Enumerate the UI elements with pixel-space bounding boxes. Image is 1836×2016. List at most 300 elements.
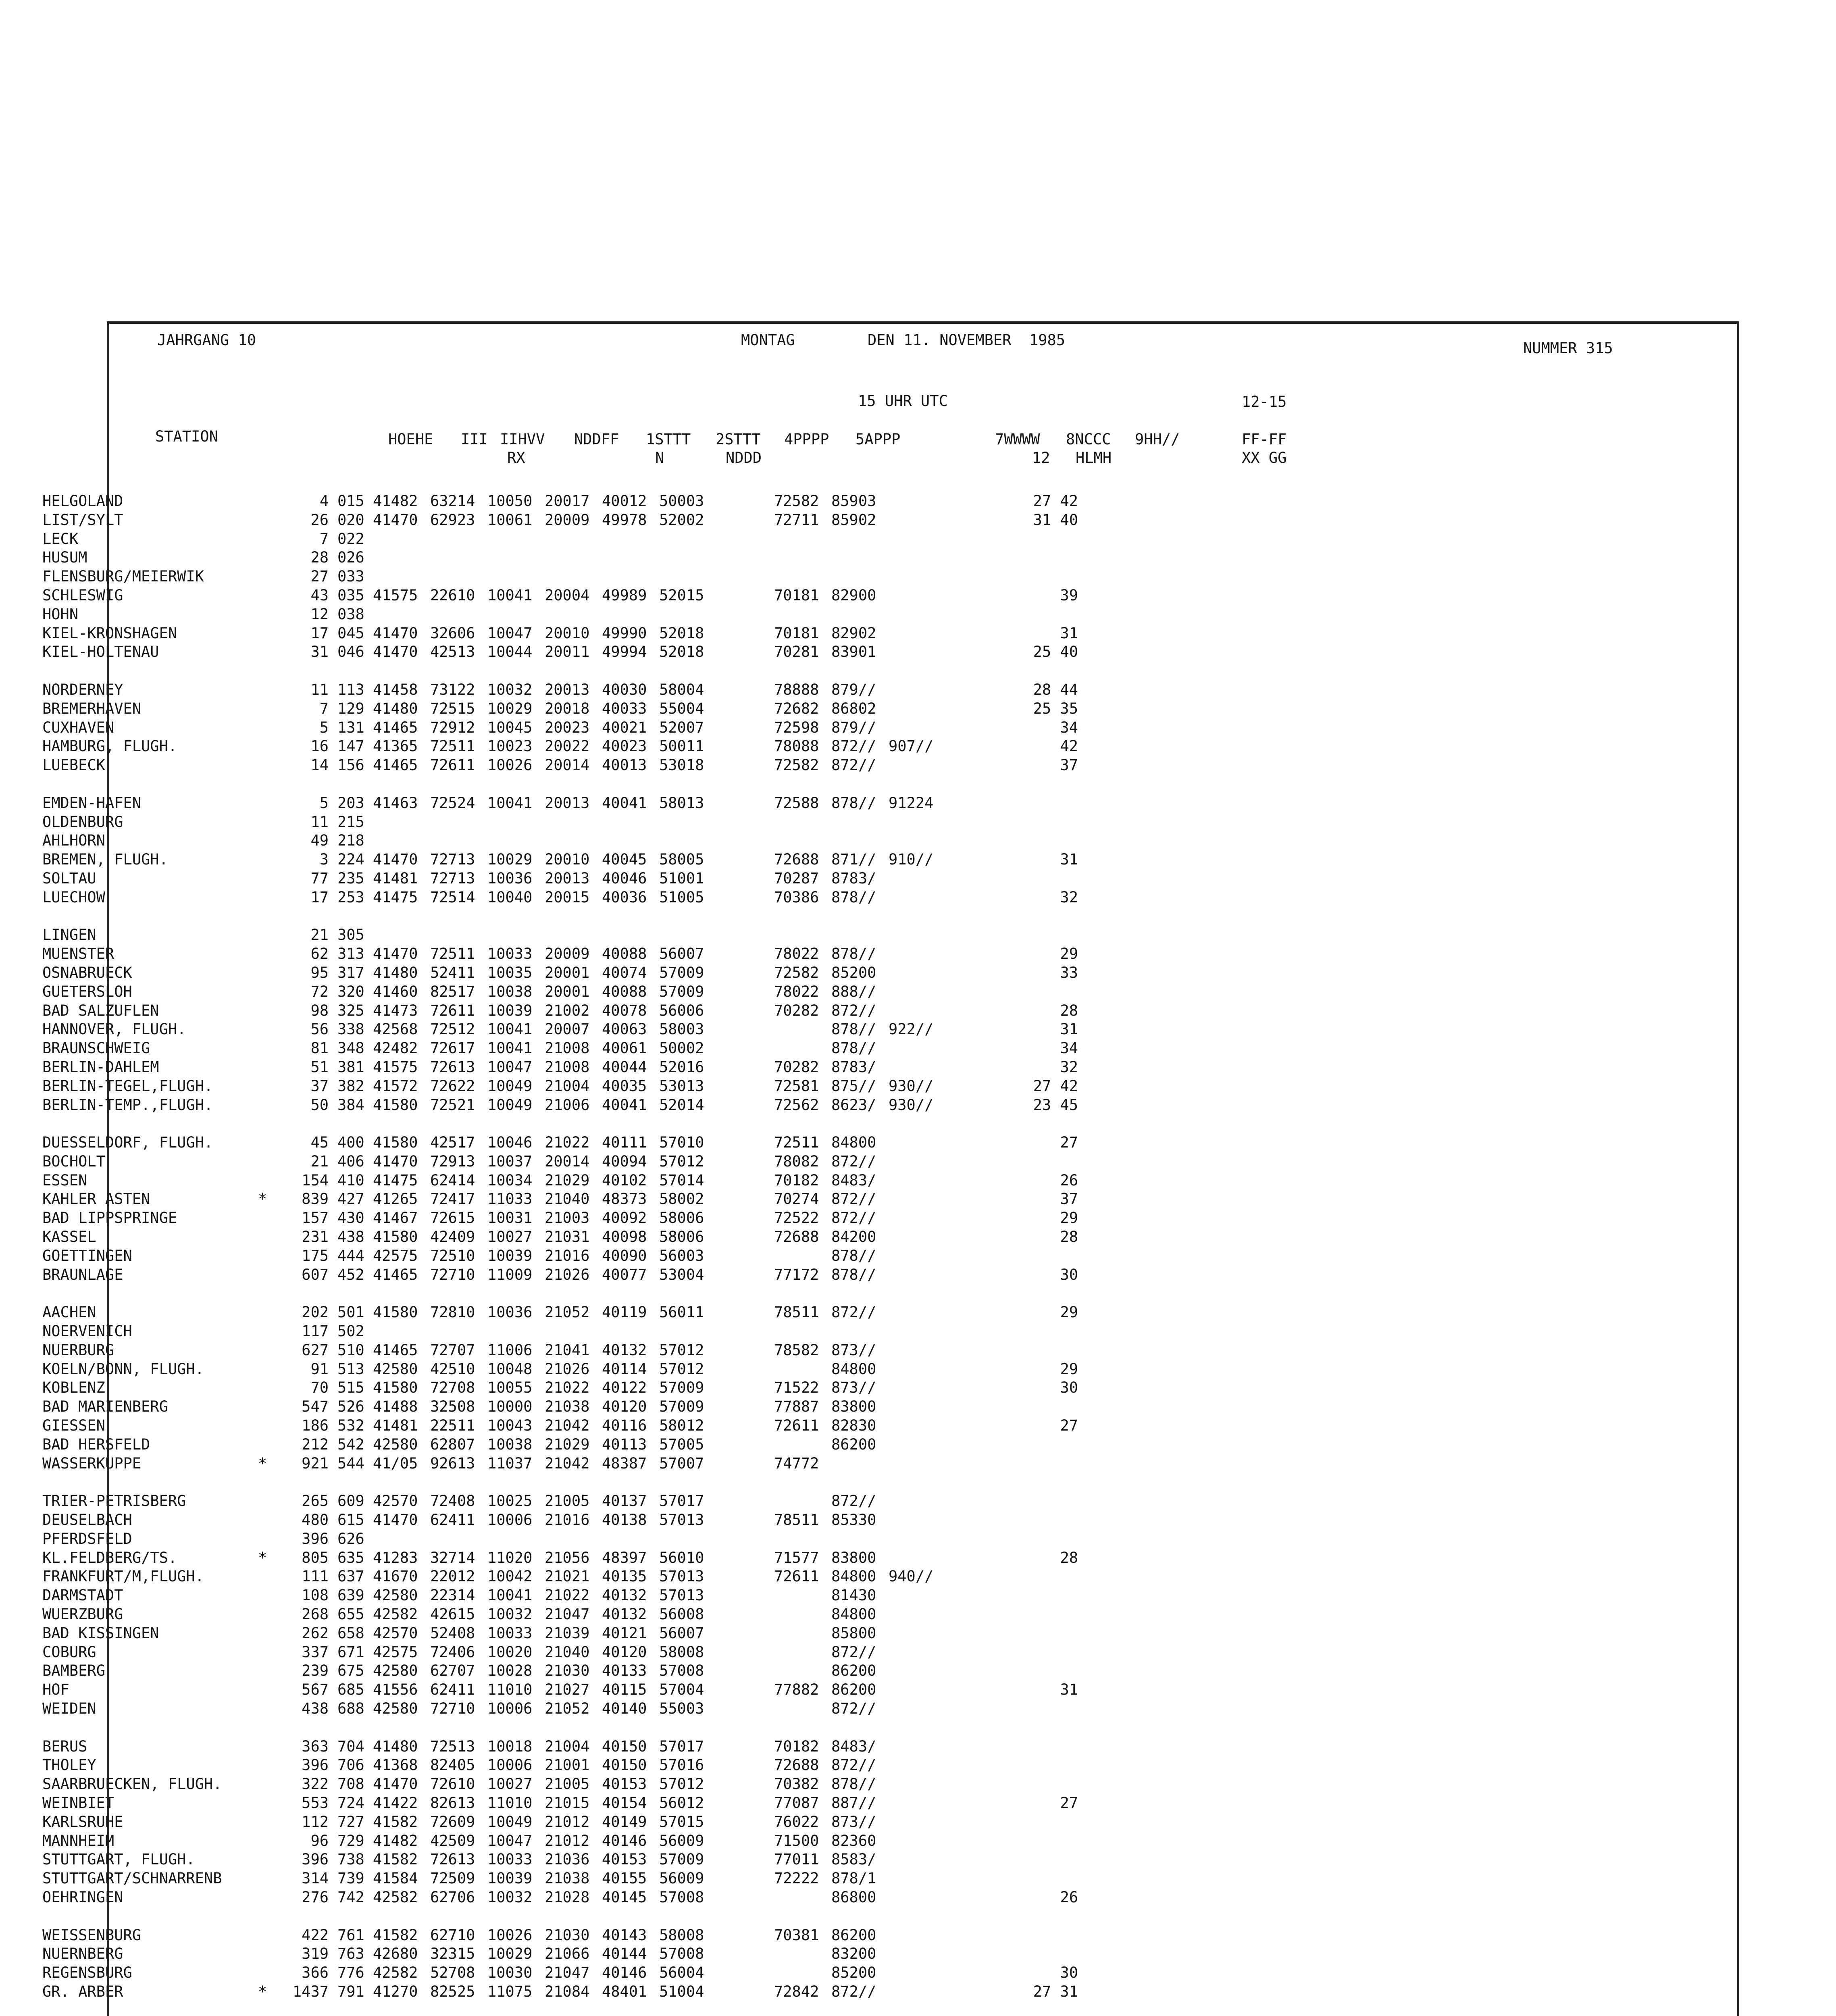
4pppp: 40088 (602, 945, 647, 963)
nddff: 32606 (430, 624, 475, 642)
station-name: KIEL-KRONSHAGEN (42, 624, 177, 642)
iii: 224 (337, 851, 364, 868)
2sttt: 21029 (545, 1435, 590, 1453)
1sttt: 11010 (487, 1794, 533, 1812)
4pppp: 40030 (602, 681, 647, 698)
8nccc: 86200 (831, 1435, 876, 1453)
iihvv: 41580 (373, 1134, 418, 1152)
2sttt (545, 605, 593, 624)
8nccc: 83200 (831, 1945, 876, 1963)
1sttt: 10041 (487, 1587, 533, 1604)
nddff: 62923 (430, 511, 475, 529)
mountain-mark (258, 1794, 266, 1813)
nddff: 72615 (430, 1209, 475, 1227)
mountain-mark (258, 1096, 266, 1115)
8nccc: 872// (831, 1643, 876, 1661)
station-name: HOHN (42, 605, 79, 623)
7wwww: 70282 (774, 1002, 819, 1019)
2sttt: 21016 (545, 1247, 590, 1264)
7wwww (774, 1964, 822, 1983)
table-row (42, 605, 1078, 624)
7wwww: 70381 (774, 1926, 819, 1944)
ff-ff: 37 (1060, 756, 1078, 774)
5appp: 58002 (659, 1190, 704, 1208)
station-name: BAD KISSINGEN (42, 1624, 159, 1642)
4pppp: 40115 (602, 1681, 647, 1699)
7wwww: 77887 (774, 1398, 819, 1416)
table-row (42, 1926, 1078, 1945)
iihvv: 41265 (373, 1190, 418, 1208)
1sttt: 10032 (487, 681, 533, 698)
mountain-mark (258, 1020, 266, 1039)
1sttt: 10049 (487, 1096, 533, 1114)
col-station: STATION (155, 428, 218, 445)
1sttt: 10040 (487, 888, 533, 906)
4pppp (602, 605, 650, 624)
mountain-mark (258, 1681, 266, 1699)
2sttt: 20009 (545, 945, 590, 963)
9hh (889, 1002, 937, 1020)
station-name: BERLIN-TEGEL,FLUGH. (42, 1077, 213, 1095)
report-date: DEN 11. NOVEMBER 1985 (868, 331, 1066, 349)
9hh (889, 681, 937, 700)
table-row (42, 813, 1078, 832)
ff-ff: 30 (1060, 1964, 1078, 1982)
hoehe: 117 (302, 1322, 329, 1340)
4pppp: 49990 (602, 624, 647, 642)
mountain-mark (258, 643, 266, 662)
5appp: 57008 (659, 1662, 704, 1680)
iii: 706 (337, 1756, 364, 1774)
8nccc: 86802 (831, 700, 876, 717)
iii: 791 (337, 1983, 364, 2000)
mountain-mark (258, 511, 266, 530)
4pppp: 40063 (602, 1020, 647, 1038)
4pppp (602, 567, 650, 586)
iihvv: 41556 (373, 1681, 418, 1699)
9hh (889, 1416, 937, 1435)
2sttt: 21036 (545, 1851, 590, 1868)
station-name: WUERZBURG (42, 1606, 123, 1623)
nddff: 42517 (430, 1134, 475, 1152)
nddff: 42409 (430, 1228, 475, 1246)
nddff: 72713 (430, 851, 475, 868)
ff-ff (1014, 1699, 1078, 1718)
hoehe: 7 (319, 530, 329, 548)
7wwww: 71577 (774, 1549, 819, 1566)
station-name: EMDEN-HAFEN (42, 794, 142, 812)
7wwww: 78582 (774, 1341, 819, 1359)
table-row (42, 511, 1078, 530)
station-name: KL.FELDBERG/TS. (42, 1549, 177, 1566)
weekday: MONTAG (741, 331, 795, 349)
8nccc: 879// (831, 681, 876, 698)
5appp: 58005 (659, 851, 704, 868)
4pppp (602, 530, 650, 549)
nddff: 72509 (430, 1870, 475, 1887)
2sttt: 21022 (545, 1587, 590, 1604)
col-8nccc-sub: HLMH (1076, 449, 1112, 467)
ff-ff (1014, 1662, 1078, 1681)
group-spacer (42, 1907, 1078, 1926)
8nccc: 871// (831, 851, 876, 868)
2sttt: 21047 (545, 1964, 590, 1982)
ff-ff (1014, 1945, 1078, 1964)
4pppp: 40138 (602, 1511, 647, 1529)
2sttt: 21027 (545, 1681, 590, 1699)
2sttt: 21003 (545, 1209, 590, 1227)
2sttt: 21030 (545, 1662, 590, 1680)
mountain-mark (258, 1077, 266, 1096)
1sttt: 10034 (487, 1171, 533, 1189)
9hh (889, 1775, 937, 1794)
table-row (42, 1341, 1078, 1360)
5appp: 52014 (659, 1096, 704, 1114)
8nccc: 86200 (831, 1926, 876, 1944)
7wwww: 72688 (774, 1756, 819, 1774)
ff-ff (1014, 1530, 1078, 1549)
table-row (42, 700, 1078, 719)
9hh: 910// (889, 851, 934, 868)
1sttt: 10006 (487, 1700, 533, 1717)
1sttt: 10055 (487, 1379, 533, 1397)
mountain-mark (258, 1397, 266, 1416)
hoehe: 186 (302, 1417, 329, 1435)
iihvv: 41465 (373, 1341, 418, 1359)
7wwww: 77087 (774, 1794, 819, 1812)
mountain-mark (258, 719, 266, 737)
iihvv: 41470 (373, 1152, 418, 1170)
table-row (42, 1133, 1078, 1152)
nddff: 62414 (430, 1171, 475, 1189)
nddff: 22610 (430, 586, 475, 604)
9hh (889, 1266, 937, 1285)
5appp: 58008 (659, 1643, 704, 1661)
ff-ff: 28 44 (1033, 681, 1078, 698)
hoehe: 17 (310, 624, 329, 642)
2sttt: 21052 (545, 1700, 590, 1717)
station-name: NUERNBERG (42, 1945, 123, 1963)
7wwww (774, 1624, 822, 1643)
station-name: MUENSTER (42, 945, 114, 963)
7wwww: 70274 (774, 1190, 819, 1208)
9hh (889, 548, 937, 567)
ff-ff: 29 (1060, 945, 1078, 963)
8nccc: 82900 (831, 586, 876, 604)
ff-ff (1014, 869, 1078, 888)
station-name: MANNHEIM (42, 1832, 114, 1849)
4pppp: 40120 (602, 1643, 647, 1661)
5appp: 58004 (659, 681, 704, 698)
1sttt: 10045 (487, 719, 533, 736)
iihvv: 42582 (373, 1964, 418, 1982)
8nccc: 878// (831, 1775, 876, 1793)
hoehe: 480 (302, 1511, 329, 1529)
mountain-mark (258, 756, 266, 775)
nddff: 62706 (430, 1888, 475, 1906)
2sttt: 21052 (545, 1304, 590, 1321)
8nccc: 8583/ (831, 1851, 876, 1868)
iii: 113 (337, 681, 364, 698)
hoehe: 49 (310, 832, 329, 850)
8nccc: 85200 (831, 964, 876, 981)
7wwww: 72581 (774, 1077, 819, 1095)
hoehe: 62 (310, 945, 329, 963)
iii: 729 (337, 1832, 364, 1849)
nddff: 72513 (430, 1737, 475, 1755)
iihvv: 41458 (373, 681, 418, 698)
station-name: DEUSELBACH (42, 1511, 132, 1529)
mountain-mark (258, 831, 266, 850)
station-name: BREMEN, FLUGH. (42, 851, 168, 868)
7wwww: 72588 (774, 794, 819, 812)
jahrgang: JAHRGANG 10 (157, 331, 256, 349)
7wwww: 71500 (774, 1832, 819, 1849)
1sttt (487, 926, 536, 945)
iii: 045 (337, 624, 364, 642)
4pppp: 40077 (602, 1266, 647, 1283)
8nccc: 873// (831, 1379, 876, 1397)
4pppp: 40116 (602, 1417, 647, 1435)
2sttt: 20017 (545, 492, 590, 510)
1sttt: 10039 (487, 1247, 533, 1264)
5appp: 58006 (659, 1228, 704, 1246)
ff-ff (1014, 1586, 1078, 1605)
1sttt: 10033 (487, 1624, 533, 1642)
iii: 658 (337, 1624, 364, 1642)
mountain-mark (258, 1039, 266, 1058)
table-row (42, 869, 1078, 888)
col-iihvv: IIHVV (500, 431, 545, 448)
hoehe: 839 (302, 1190, 329, 1208)
iihvv: 41480 (373, 964, 418, 981)
1sttt: 10029 (487, 700, 533, 717)
8nccc: 83800 (831, 1549, 876, 1566)
1sttt: 10049 (487, 1813, 533, 1831)
9hh (889, 1303, 937, 1322)
group-spacer (42, 1114, 1078, 1133)
table-row (42, 1077, 1078, 1096)
mountain-mark (258, 1435, 266, 1454)
hoehe: 17 (310, 888, 329, 906)
iihvv: 41422 (373, 1794, 418, 1812)
iihvv: 42580 (373, 1360, 418, 1378)
mountain-mark (258, 1228, 266, 1247)
ff-ff (1014, 1511, 1078, 1530)
table-row (42, 1983, 1078, 2001)
col-7wwww: 7WWWW (995, 431, 1040, 448)
2sttt: 21008 (545, 1058, 590, 1076)
9hh (889, 1662, 937, 1681)
8nccc: 85902 (831, 511, 876, 529)
hoehe: 5 (319, 794, 329, 812)
5appp (659, 813, 708, 832)
5appp: 52007 (659, 719, 704, 736)
8nccc (831, 1530, 880, 1549)
table-row (42, 1002, 1078, 1020)
hoehe: 12 (310, 605, 329, 623)
7wwww (774, 1586, 822, 1605)
1sttt (487, 831, 536, 850)
4pppp (602, 1530, 650, 1549)
mountain-mark (258, 1247, 266, 1266)
ff-ff (1014, 1737, 1078, 1756)
5appp: 51004 (659, 1983, 704, 2000)
2sttt: 20013 (545, 681, 590, 698)
iii: 317 (337, 964, 364, 981)
5appp: 56007 (659, 945, 704, 963)
nddff: 72707 (430, 1341, 475, 1359)
4pppp (602, 548, 650, 567)
8nccc: 878// (831, 1247, 876, 1264)
9hh: 907// (889, 737, 934, 755)
hoehe: 805 (302, 1549, 329, 1566)
station-name: AACHEN (42, 1304, 96, 1321)
iii: 532 (337, 1417, 364, 1435)
8nccc: 878/1 (831, 1870, 876, 1887)
iii: 046 (337, 643, 364, 661)
nddff (430, 1530, 479, 1549)
iihvv: 41488 (373, 1398, 418, 1416)
4pppp: 40098 (602, 1228, 647, 1246)
2sttt: 20013 (545, 869, 590, 887)
hoehe: 45 (310, 1134, 329, 1152)
table-row (42, 1058, 1078, 1077)
iihvv: 41465 (373, 756, 418, 774)
ff-ff: 27 (1060, 1794, 1078, 1812)
nddff: 72609 (430, 1813, 475, 1831)
7wwww: 77172 (774, 1266, 819, 1283)
2sttt: 21041 (545, 1341, 590, 1359)
nddff: 42510 (430, 1360, 475, 1378)
ff-ff (1014, 1567, 1078, 1586)
1sttt: 10050 (487, 492, 533, 510)
table-row (42, 1360, 1078, 1379)
5appp: 53004 (659, 1266, 704, 1283)
iii: 685 (337, 1681, 364, 1699)
4pppp: 48397 (602, 1549, 647, 1566)
hoehe: 14 (310, 756, 329, 774)
2sttt: 20014 (545, 1152, 590, 1170)
8nccc: 872// (831, 1700, 876, 1717)
nddff: 72708 (430, 1379, 475, 1397)
mountain-mark (258, 813, 266, 832)
station-name: BERUS (42, 1737, 87, 1755)
8nccc: 872// (831, 1002, 876, 1019)
2sttt: 21038 (545, 1398, 590, 1416)
mountain-mark (258, 700, 266, 719)
station-name: OEHRINGEN (42, 1888, 123, 1906)
ff-ff: 31 (1060, 1020, 1078, 1038)
8nccc (831, 567, 880, 586)
8nccc: 872// (831, 1492, 876, 1510)
4pppp: 40145 (602, 1888, 647, 1906)
4pppp: 40154 (602, 1794, 647, 1812)
8nccc: 872// (831, 756, 876, 774)
2sttt: 20001 (545, 964, 590, 981)
4pppp: 40150 (602, 1756, 647, 1774)
1sttt: 10047 (487, 1832, 533, 1849)
4pppp: 40102 (602, 1171, 647, 1189)
hoehe: 3 (319, 851, 329, 868)
1sttt: 10041 (487, 586, 533, 604)
1sttt: 10047 (487, 624, 533, 642)
mountain-mark (258, 586, 266, 605)
ff-ff: 26 (1060, 1888, 1078, 1906)
hoehe: 77 (310, 869, 329, 887)
1sttt: 10029 (487, 1945, 533, 1963)
table-row (42, 1435, 1078, 1454)
9hh (889, 1341, 937, 1360)
7wwww (774, 1888, 822, 1907)
5appp: 57009 (659, 964, 704, 981)
group-spacer (42, 775, 1078, 794)
5appp: 52016 (659, 1058, 704, 1076)
9hh (889, 1322, 937, 1341)
group-spacer (42, 2001, 1078, 2016)
ff-ff: 30 (1060, 1379, 1078, 1397)
1sttt: 10037 (487, 1152, 533, 1170)
iihvv: 41575 (373, 1058, 418, 1076)
1sttt: 10048 (487, 1360, 533, 1378)
ff-ff: 27 42 (1033, 1077, 1078, 1095)
2sttt: 21005 (545, 1775, 590, 1793)
hoehe: 21 (310, 926, 329, 944)
hoehe: 81 (310, 1039, 329, 1057)
station-name: BERLIN-DAHLEM (42, 1058, 159, 1076)
iihvv: 41475 (373, 1171, 418, 1189)
ff-ff: 34 (1060, 719, 1078, 736)
group-spacer (42, 907, 1078, 926)
hoehe: 567 (302, 1681, 329, 1699)
iii: 320 (337, 983, 364, 1000)
ff-ff: 31 (1060, 624, 1078, 642)
ff-ff: 31 (1060, 1681, 1078, 1699)
2sttt: 21006 (545, 1096, 590, 1114)
5appp: 52015 (659, 586, 704, 604)
4pppp: 40111 (602, 1134, 647, 1152)
7wwww (774, 530, 822, 549)
7wwww: 78022 (774, 945, 819, 963)
9hh (889, 586, 937, 605)
station-name: TRIER-PETRISBERG (42, 1492, 186, 1510)
7wwww: 74772 (774, 1454, 819, 1472)
table-row (42, 567, 1078, 586)
iii: 218 (337, 832, 364, 850)
iihvv: 41470 (373, 1511, 418, 1529)
5appp: 56006 (659, 1002, 704, 1019)
table-row (42, 643, 1078, 662)
iii: 637 (337, 1568, 364, 1585)
ff-ff: 27 (1060, 1134, 1078, 1152)
station-name: WEISSENBURG (42, 1926, 142, 1944)
hoehe: 27 (310, 568, 329, 585)
4pppp: 40113 (602, 1435, 647, 1453)
hoehe: 438 (302, 1700, 329, 1717)
mountain-mark (258, 1379, 266, 1397)
table-row (42, 1511, 1078, 1530)
col-ff-sub: XX GG (1242, 449, 1287, 467)
7wwww (774, 1247, 822, 1266)
nddff: 72622 (430, 1077, 475, 1095)
9hh (889, 1756, 937, 1775)
5appp (659, 1530, 708, 1549)
8nccc: 82360 (831, 1832, 876, 1849)
table-row (42, 888, 1078, 907)
8nccc (831, 813, 880, 832)
iii: 727 (337, 1813, 364, 1831)
mountain-mark (258, 1058, 266, 1077)
